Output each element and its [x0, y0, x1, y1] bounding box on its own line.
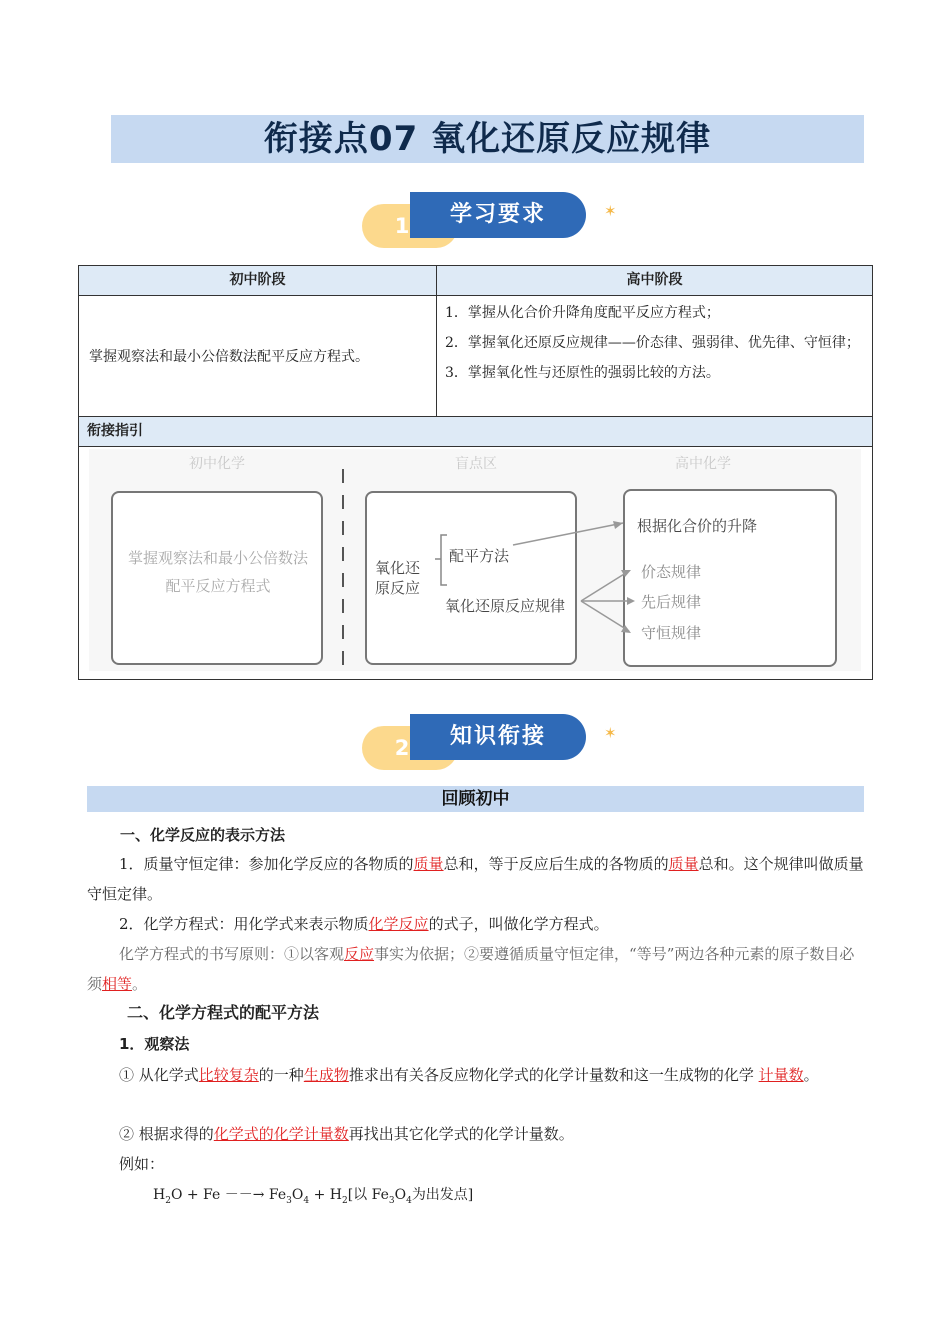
requirements-table: [78, 265, 873, 680]
senior-requirements: [437, 296, 872, 416]
heading-1: 一、化学反应的表示方法: [120, 826, 286, 844]
balancing-method-label: 配平方法: [449, 547, 510, 565]
paragraph-3: 化学方程式的书写原则：①以客观反应事实为依据；②要遵循质量守恒定律，“等号”两边各种元素的原子数目必须相等。: [87, 945, 855, 993]
example-label: 例如：: [119, 1155, 165, 1173]
rule-item: 价态规律: [641, 563, 702, 581]
diagram-col-header: 高中化学: [675, 456, 731, 472]
junior-box-line: 配平反应方程式: [165, 577, 271, 595]
rule-item: 先后规律: [641, 593, 702, 611]
section-badge-2: [362, 714, 622, 774]
guide-header: 衔接指引: [79, 417, 872, 447]
section-title: 回顾初中: [441, 789, 510, 809]
paragraph-5: ② 根据求得的化学式的化学计量数再找出其它化学式的化学计量数。: [119, 1125, 574, 1143]
badge-number: 2: [394, 736, 410, 760]
redox-label: 氧化还: [375, 559, 421, 577]
table-header-row: [79, 266, 872, 296]
badge-label: 学习要求: [449, 202, 546, 227]
page-title: 衔接点07 氧化还原反应规律: [263, 119, 712, 159]
badge-label: 知识衔接: [449, 724, 546, 749]
equation: $H_2O + Fe$ －－→ $Fe_3O_4 + H_2$[以 $Fe_3O_4$为出发点]: [153, 1187, 474, 1206]
diagram-connectors: [89, 449, 861, 671]
paragraph-4: ① 从化学式比较复杂的一种生成物推求出有关各反应物化学式的化学计量数和这一生成物的化学 计量数。: [119, 1066, 819, 1084]
redox-rules-label: 氧化还原反应规律: [445, 597, 566, 615]
paragraph-1: 1．质量守恒定律：参加化学反应的各物质的质量总和，等于反应后生成的各物质的质量总和。这个规律叫做质量守恒定律。: [87, 855, 864, 903]
diagram-col-header: 初中化学: [189, 456, 245, 472]
badge-number: 1: [394, 214, 410, 238]
col-header-junior: 初中阶段: [79, 266, 437, 295]
redox-label: 原反应: [375, 579, 421, 597]
heading-3: 1．观察法: [119, 1035, 190, 1053]
star-icon: ✶: [604, 724, 617, 742]
junior-requirement: 掌握观察法和最小公倍数法配平反应方程式。: [79, 296, 437, 416]
list-item: 3．掌握氧化性与还原性的强弱比较的方法。: [445, 365, 720, 381]
guide-diagram-row: [79, 447, 872, 679]
star-icon: ✶: [604, 202, 617, 220]
title-banner: [111, 115, 864, 163]
junior-box-line: 掌握观察法和最小公倍数法: [127, 549, 308, 567]
heading-2: 二、化学方程式的配平方法: [127, 1003, 320, 1022]
valence-change-label: 根据化合价的升降: [637, 517, 758, 535]
paragraph-2: 2．化学方程式：用化学式来表示物质化学反应的式子，叫做化学方程式。: [119, 915, 609, 933]
list-item: 1．掌握从化合价升降角度配平反应方程式；: [445, 305, 720, 321]
diagram-col-header: 盲点区: [455, 456, 497, 472]
list-item: 2．掌握氧化还原反应规律——价态律、强弱律、优先律、守恒律；: [445, 335, 860, 351]
rule-item: 守恒规律: [641, 624, 702, 642]
section-badge-1: [362, 192, 622, 252]
col-header-senior: 高中阶段: [626, 272, 683, 288]
bridge-diagram: [89, 449, 861, 671]
table-row: [79, 296, 872, 417]
section-heading: [87, 786, 864, 812]
